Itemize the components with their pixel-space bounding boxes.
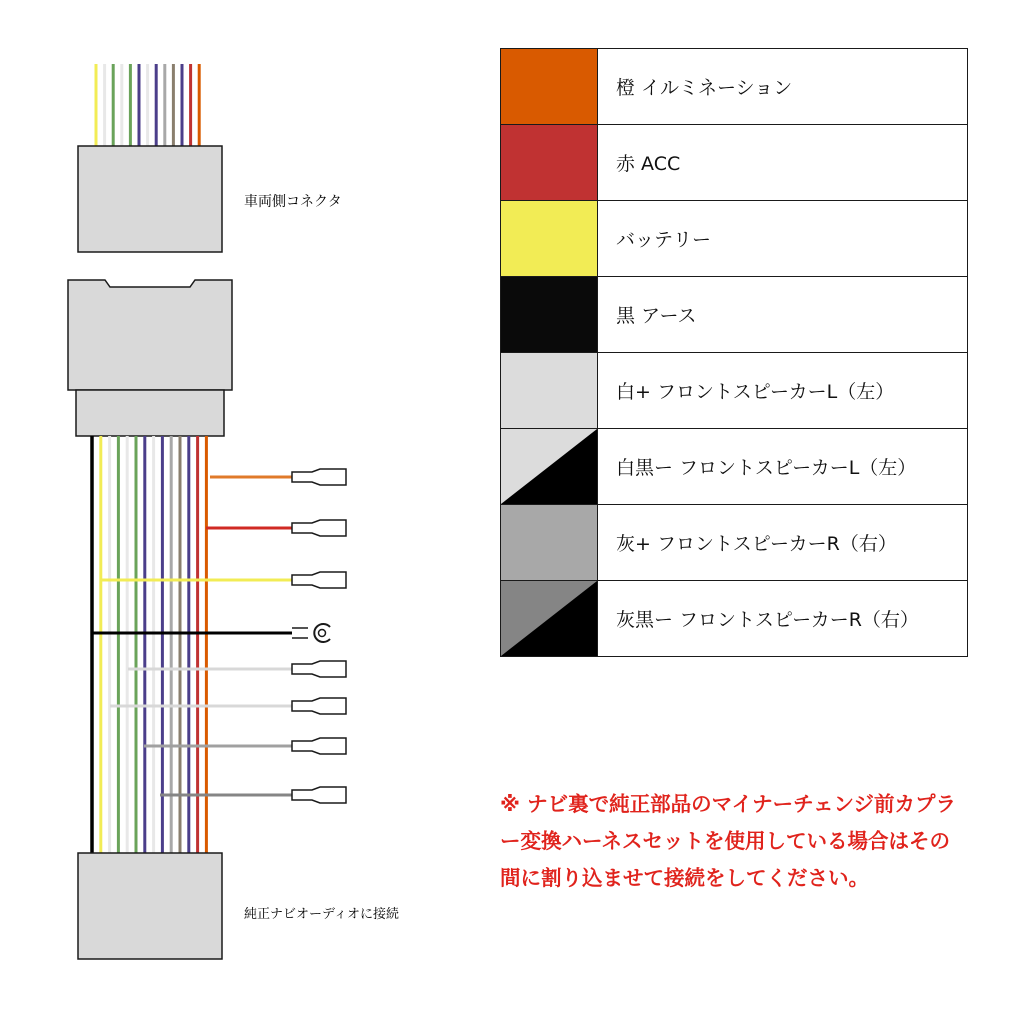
wire-color-swatch-icon bbox=[501, 277, 598, 353]
legend-label: 灰黒ー フロントスピーカーR（右） bbox=[598, 581, 968, 657]
vehicle-connector-label: 車両側コネクタ bbox=[244, 194, 342, 210]
wire-color-swatch-icon bbox=[501, 505, 598, 581]
wire-color-legend bbox=[500, 48, 968, 657]
legend-row bbox=[501, 581, 968, 657]
legend-row bbox=[501, 353, 968, 429]
legend-row bbox=[501, 125, 968, 201]
navi-side-connector bbox=[78, 853, 222, 959]
branch-wires bbox=[92, 469, 346, 803]
legend-row bbox=[501, 49, 968, 125]
legend-label: 灰+ フロントスピーカーR（右） bbox=[598, 505, 968, 581]
spade-terminal-icon bbox=[292, 787, 346, 803]
legend-row bbox=[501, 201, 968, 277]
wire-color-swatch-icon bbox=[501, 125, 598, 201]
legend-label: 赤 ACC bbox=[598, 125, 968, 201]
legend-label: バッテリー bbox=[598, 201, 968, 277]
harness-wires bbox=[92, 436, 206, 853]
spade-terminal-icon bbox=[292, 738, 346, 754]
wire-color-swatch-icon bbox=[501, 49, 598, 125]
spade-terminal-icon bbox=[292, 572, 346, 588]
installation-note: ※ ナビ裏で純正部品のマイナーチェンジ前カプラー変換ハーネスセットを使用している場合はその間に割り込ませて接続をしてください。 bbox=[500, 792, 957, 890]
wire-color-swatch-icon bbox=[501, 581, 598, 657]
legend-label: 白+ フロントスピーカーL（左） bbox=[598, 353, 968, 429]
vehicle-side-connector bbox=[78, 146, 222, 252]
spade-terminal-icon bbox=[292, 520, 346, 536]
spade-terminal-icon bbox=[292, 469, 346, 485]
harness-connector-lower bbox=[76, 390, 224, 436]
legend-label: 白黒ー フロントスピーカーL（左） bbox=[598, 429, 968, 505]
wire-color-swatch-icon bbox=[501, 201, 598, 277]
wire-color-swatch-icon bbox=[501, 353, 598, 429]
vehicle-connector-wires bbox=[96, 64, 199, 146]
legend-row bbox=[501, 505, 968, 581]
harness-connector-upper bbox=[68, 280, 232, 390]
legend-label: 橙 イルミネーション bbox=[598, 49, 968, 125]
legend-row bbox=[501, 277, 968, 353]
navi-connection-label: 純正ナビオーディオに接続 bbox=[244, 907, 399, 922]
spade-terminal-icon bbox=[292, 661, 346, 677]
legend-row bbox=[501, 429, 968, 505]
ring-terminal-icon bbox=[292, 624, 330, 642]
spade-terminal-icon bbox=[292, 698, 346, 714]
legend-label: 黒 アース bbox=[598, 277, 968, 353]
wire-color-swatch-icon bbox=[501, 429, 598, 505]
